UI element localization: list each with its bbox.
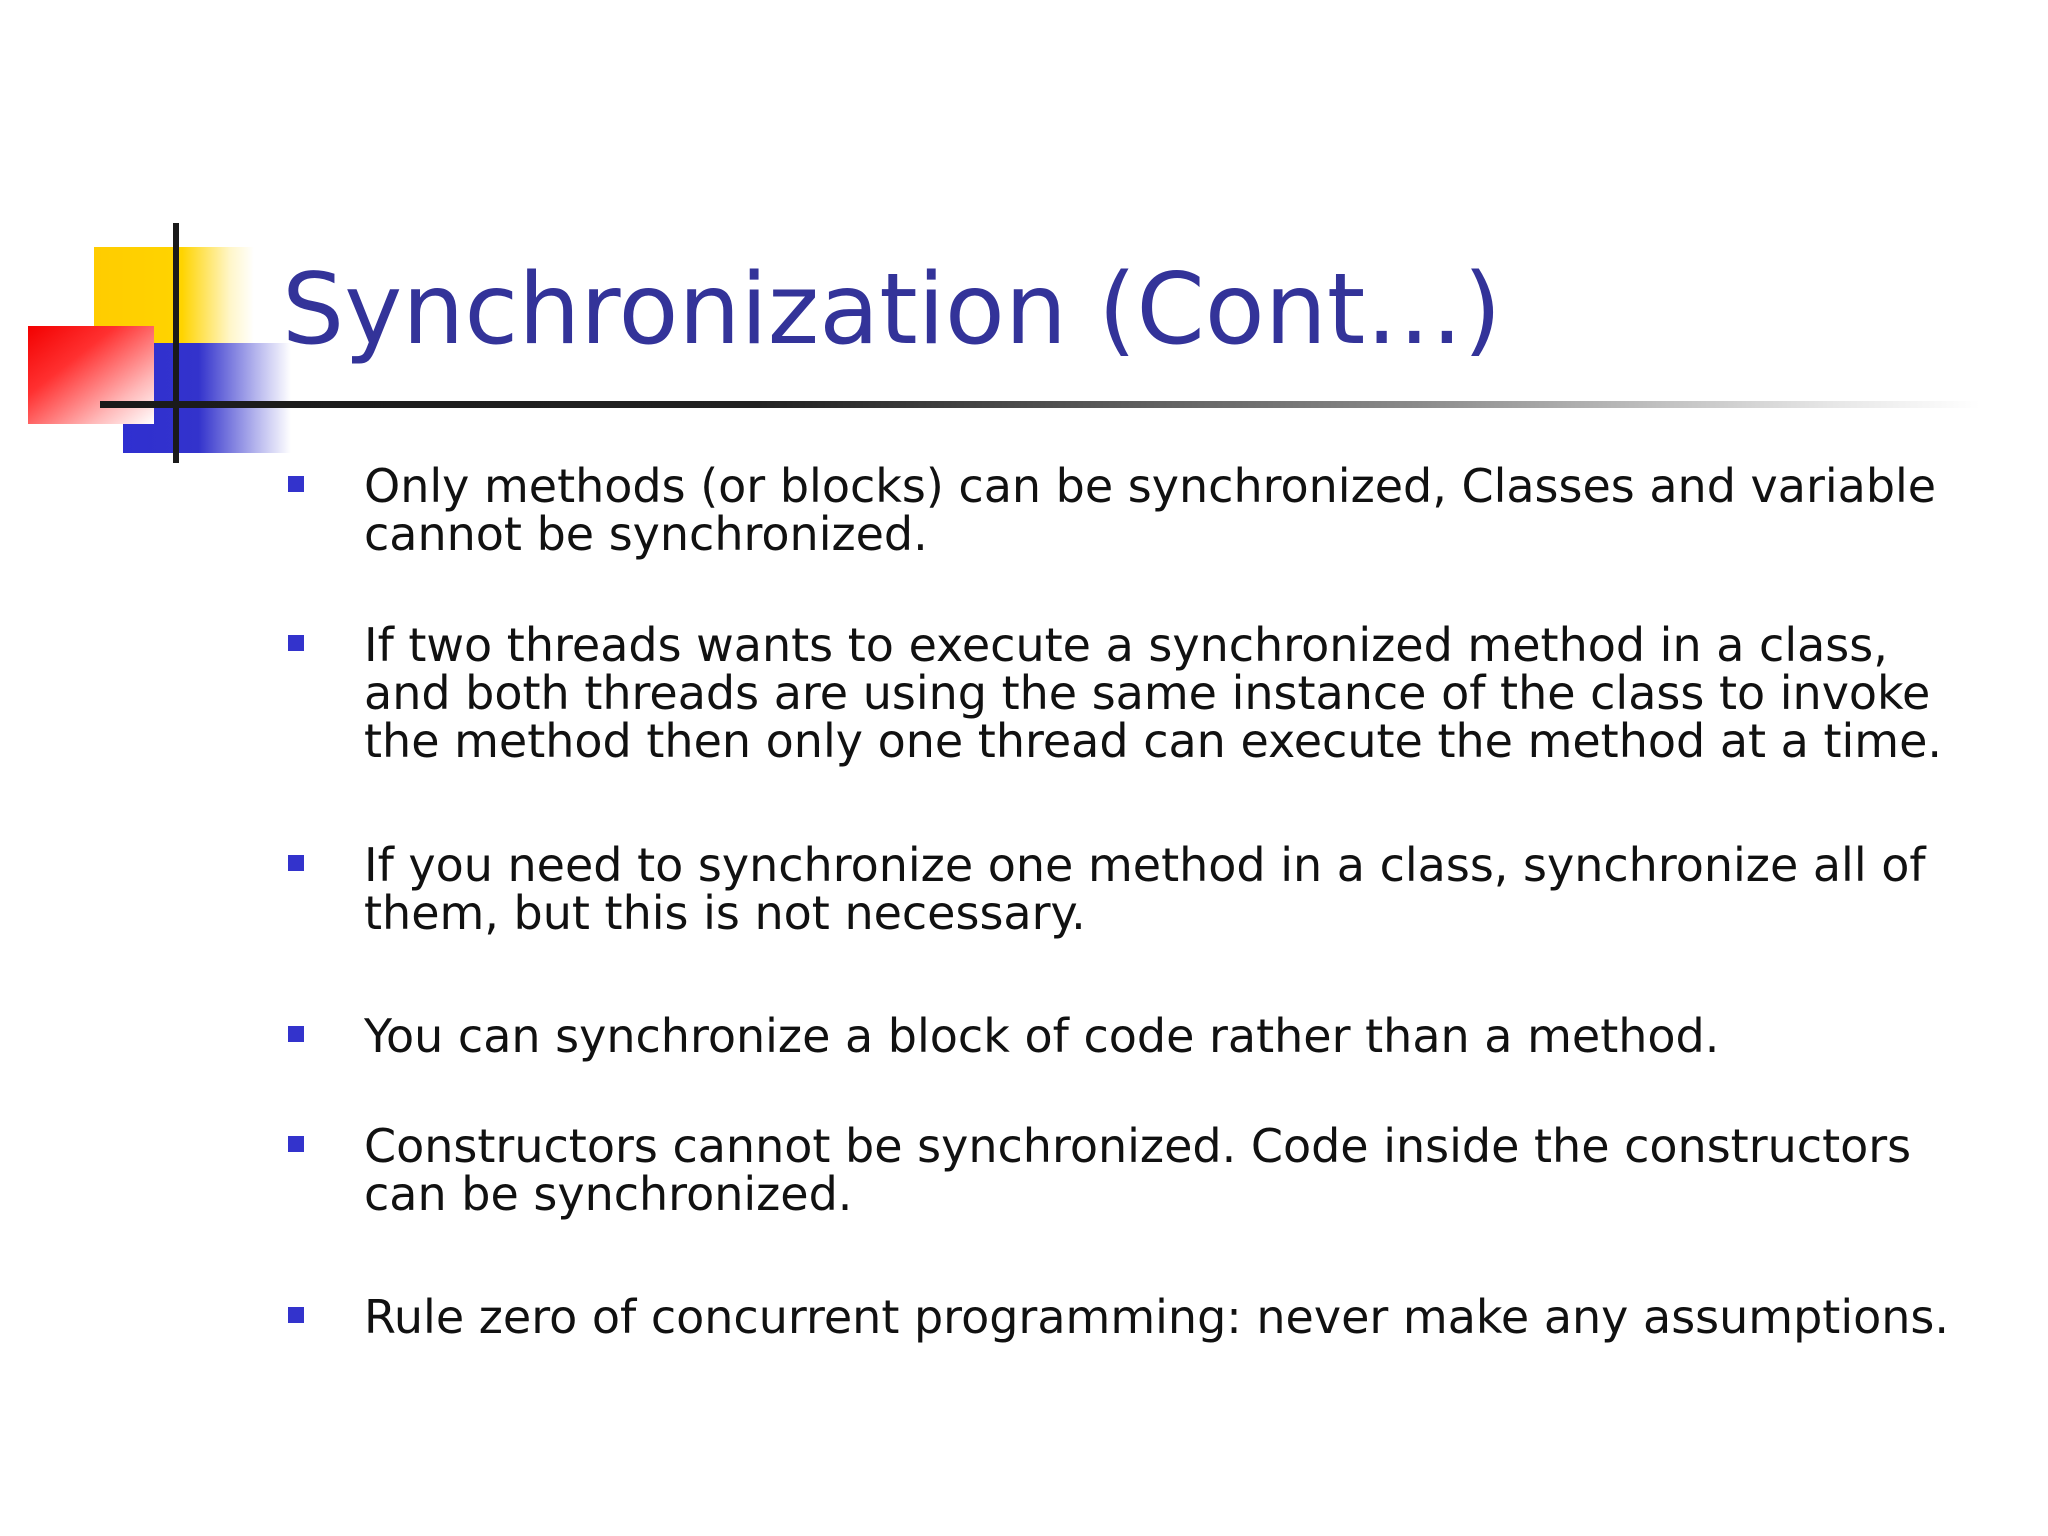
- bullet-text: [364, 838, 2024, 940]
- bullet-line: the method then only one thread can execute the method at a time.: [364, 714, 1943, 768]
- square-bullet-icon: [288, 1307, 304, 1323]
- bullet-text: [364, 618, 2024, 768]
- bullet-text: [364, 1009, 2024, 1063]
- square-bullet-icon: [288, 1136, 304, 1152]
- bullet-line: cannot be synchronized.: [364, 507, 928, 561]
- bullet-text: [364, 459, 2024, 561]
- bullet-line: If two threads wants to execute a synchronized method in a class,: [364, 618, 1888, 672]
- bullet-text: [364, 1119, 2024, 1221]
- slide-title: Synchronization (Cont…): [282, 253, 1502, 367]
- bullet-line: Rule zero of concurrent programming: never make any assumptions.: [364, 1290, 1950, 1344]
- bullet-line: You can synchronize a block of code rather than a method.: [364, 1009, 1720, 1063]
- bullet-line: can be synchronized.: [364, 1167, 853, 1221]
- square-bullet-icon: [288, 1026, 304, 1042]
- square-bullet-icon: [288, 855, 304, 871]
- bullet-line: Constructors cannot be synchronized. Code inside the constructors: [364, 1119, 1912, 1173]
- square-bullet-icon: [288, 635, 304, 651]
- bullet-line: and both threads are using the same instance of the class to invoke: [364, 666, 1931, 720]
- bullet-text: [364, 1290, 2024, 1344]
- bullet-line: them, but this is not necessary.: [364, 886, 1086, 940]
- square-bullet-icon: [288, 476, 304, 492]
- bullet-line: Only methods (or blocks) can be synchronized, Classes and variable: [364, 459, 1937, 513]
- bullet-line: If you need to synchronize one method in a class, synchronize all of: [364, 838, 1926, 892]
